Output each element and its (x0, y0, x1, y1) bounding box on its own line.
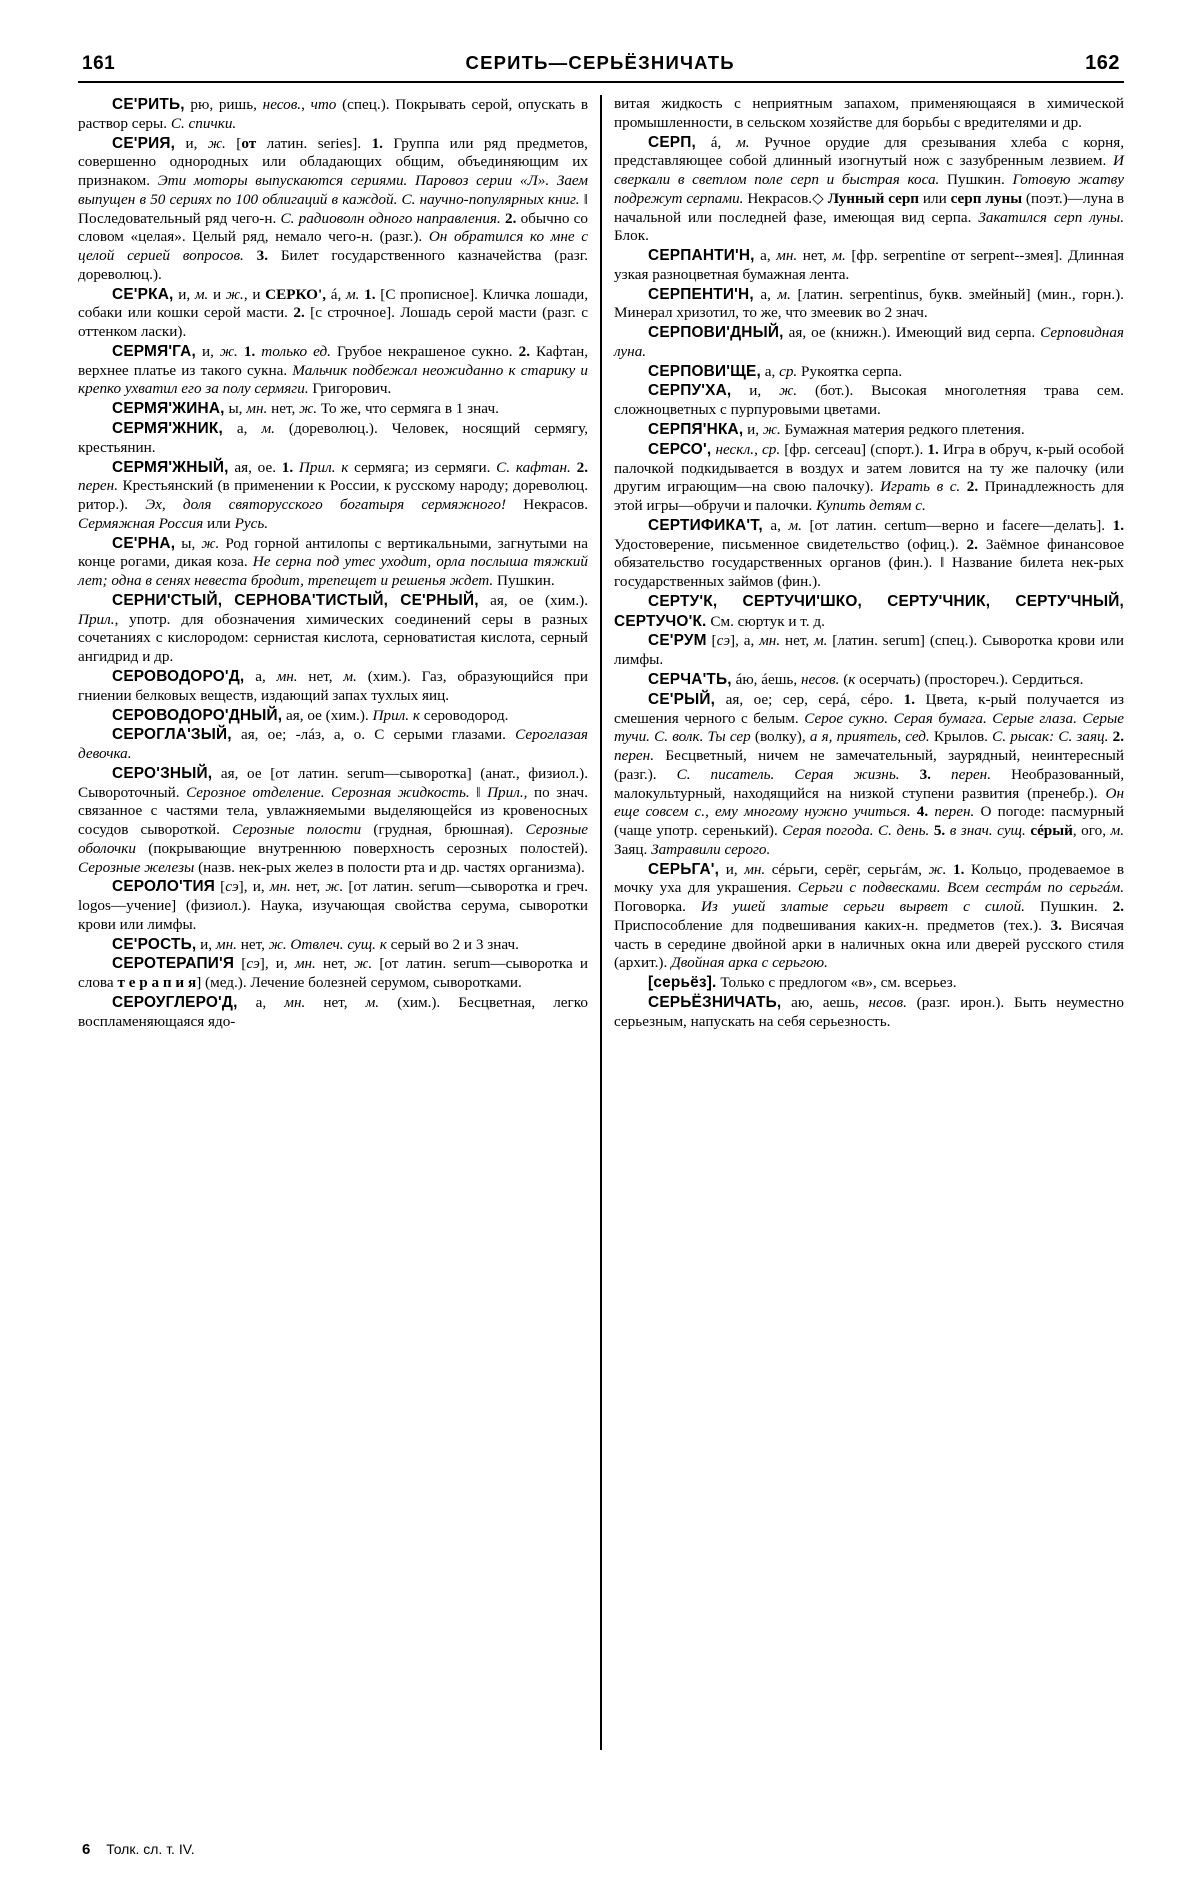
page-number-left: 161 (82, 53, 116, 74)
entry-headword: СЕРПУ'ХА, (648, 382, 732, 400)
dictionary-entry (78, 725, 588, 764)
dictionary-entry (78, 399, 588, 419)
column-left (78, 95, 588, 1750)
entry-headword: СЕРОВОДОРО'Д, (112, 667, 245, 685)
dictionary-entry (78, 954, 588, 993)
dictionary-entry (78, 764, 588, 878)
dictionary-entry (78, 935, 588, 955)
entry-definition: а, ср. Рукоятка серпа. (760, 362, 903, 380)
entry-definition: См. сюртук и т. д. (706, 612, 825, 630)
entry-headword: СЕРМЯ'ГА, (112, 342, 196, 360)
entry-definition: ая, ое [от латин. serum—сыворотка] (анат., физиол.). Сывороточный. Серозное отделение. Серозная жидкость. ‖ Прил., по знач. связанное с частями тела, увлажняемыми выделяющейся из кровеносных сосудов сывороткой. Серозные полости (грудная, брюшная). Серозные оболочки (покрывающие внутреннюю поверхность серозных полостей). Серозные железы (назв. нек-рых желез в полости рта и др. частях организма). (78, 764, 588, 876)
entry-definition: а, мн. нет, м. (хим.). Бесцветная, легко воспламеняющаяся ядо- (78, 993, 588, 1030)
entry-definition: [сэ], а, мн. нет, м. [латин. serum] (спец.). Сыворотка крови или лимфы. (614, 632, 1124, 669)
dictionary-entry (78, 877, 588, 934)
entry-headword: СЕРТУ'К, СЕРТУЧИ'ШКО, СЕРТУ'ЧНИК, СЕРТУ'ЧНЫЙ, СЕРТУЧО'К. (614, 592, 1124, 630)
dictionary-entry (614, 246, 1124, 285)
dictionary-entry (614, 631, 1124, 670)
dictionary-entry (78, 134, 588, 285)
column-divider (600, 95, 602, 1750)
page-number-right: 162 (1085, 52, 1120, 74)
entry-headword: СЕРНИ'СТЫЙ, СЕРНОВА'ТИСТЫЙ, СЕ'РНЫЙ, (112, 591, 479, 609)
entry-headword: СЕРОВОДОРО'ДНЫЙ, (112, 706, 283, 724)
entry-definition: а, м. [латин. serpentinus, букв. змейный] (мин., горн.). Минерал хризотил, то же, что змеевик во 2 знач. (614, 285, 1124, 322)
entry-definition: а, м. (дореволюц.). Человек, носящий сермягу, крестьянин. (78, 420, 588, 456)
dictionary-entry (614, 592, 1124, 632)
entry-headword: СЕРПОВИ'ЩЕ, (648, 362, 761, 380)
entry-definition: ы, мн. нет, ж. То же, что сермяга в 1 знач. (224, 400, 499, 418)
dictionary-entry (78, 534, 588, 591)
dictionary-entry (78, 458, 588, 534)
entry-definition: ая, ое (книжн.). Имеющий вид серпа. Серповидная луна. (614, 324, 1124, 360)
dictionary-entry (614, 860, 1124, 974)
header-rule (78, 81, 1124, 83)
text-columns (78, 95, 1124, 1750)
dictionary-entry (78, 993, 588, 1032)
entry-definition: и, мн. нет, ж. Отвлеч. сущ. к серый во 2 и 3 знач. (196, 935, 519, 953)
entry-headword: СЕ'РИТЬ, (112, 96, 185, 113)
dictionary-entry (78, 95, 588, 134)
entry-headword: СЕРЧА'ТЬ, (648, 670, 732, 688)
entry-headword: СЕРО'ЗНЫЙ, (112, 764, 213, 782)
entry-headword: СЕРПОВИ'ДНЫЙ, (648, 324, 784, 342)
dictionary-entry (614, 133, 1124, 247)
entry-definition: и, м. и ж., и СЕРКО', á, м. 1. [С прописное]. Кличка лошади, собаки или кошки серой масти. 2. [с строчное]. Лошадь серой масти (разг. с оттенком ласки). (78, 285, 588, 341)
signature-number: 6 (82, 1841, 91, 1858)
entry-definition: а, мн. нет, м. [фр. serpentine от serpent--змея]. Длинная узкая разноцветная бумажная лента. (614, 247, 1124, 283)
entry-headword: СЕРМЯ'ЖНЫЙ, (112, 458, 229, 476)
entry-headword: СЕ'РНА, (112, 534, 176, 552)
dictionary-entry (614, 381, 1124, 420)
page-header (78, 52, 1124, 75)
entry-headword: СЕРМЯ'ЖИНА, (112, 400, 225, 418)
entry-definition: а, мн. нет, м. (хим.). Газ, образующийся при гниении белковых веществ, издающий запах тухлых яиц. (78, 667, 588, 704)
dictionary-entry (614, 690, 1124, 860)
entry-headword: СЕРЬГА', (648, 860, 720, 878)
footer-note: Толк. сл. т. IV. (106, 1841, 195, 1857)
dictionary-entry (614, 516, 1124, 592)
entry-definition: нескл., ср. [фр. cerceau] (спорт.). 1. Игра в обруч, к-рый особой палочкой подкидывается в воздух и затем ловится на ту же палочку (или другим играющим—на свою палочку). Играть в с. 2. Принадлежность для этой игры—обручи и палочки. Купить детям с. (614, 440, 1124, 515)
entry-definition: ая, ое; сер, серá, сéро. 1. Цвета, к-рый получается из смешения черного с белым. Серое сукно. Серая бумага. Серые глаза. Серые тучи. С. волк. Ты сер (волку), а я, приятель, сед. Крылов. С. рысак: С. заяц. 2. перен. Бесцветный, ничем не замечательный, заурядный, неинтересный (разг.). С. писатель. Серая жизнь. 3. перен. Необразованный, малокультурный, находящийся на низкой ступени развития (пренебр.). Он еще совсем с., ему многому нужно учиться. 4. перен. О погоде: пасмурный (чаще употр. серенький). Серая погода. С. день. 5. в знач. сущ. сéрый, ого, м. Заяц. Затравили серого. (614, 690, 1125, 858)
entry-definition: и, ж. 1. только ед. Грубое некрашеное сукно. 2. Кафтан, верхнее платье из такого сукна. Мальчик подбежал неожиданно к старику и крепко ухватил его за полу сермяги. Григорович. (78, 342, 588, 398)
entry-definition: ая, ое; -лáз, а, о. С серыми глазами. Сероглазая девочка. (78, 726, 588, 763)
entry-definition: и, мн. сéрьги, серёг, серьгáм, ж. 1. Кольцо, продеваемое в мочку уха для украшения. Серьги с подвесками. Всем сестрáм по серьгáм. Поговорка. Из ушей златые серьги вырвет с силой. Пушкин. 2. Приспособление для подвешивания каких-н. предметов (тех.). 3. Висячая часть в середине двойной арки в наличных окна или дверей русского стиля (архит.). Двойная арка с серьгою. (614, 860, 1125, 972)
dictionary-entry (78, 285, 588, 342)
entry-headword: СЕРПЯ'НКА, (648, 421, 744, 439)
entry-headword: СЕ'РЫЙ, (648, 690, 716, 708)
entry-headword: СЕРОТЕРАПИ'Я (112, 955, 235, 973)
entry-definition: ы, ж. Род горной антилопы с вертикальными, загнутыми на конце рогами, дикая коза. Не серна под утес уходит, орла послыша тяжкий лет; одна в сенях невеста бродит, трепещет и решенья ждет. Пушкин. (78, 534, 588, 590)
entry-headword: СЕ'РУМ (648, 632, 707, 650)
entry-headword: СЕ'РИЯ, (112, 134, 176, 152)
dictionary-entry (78, 419, 588, 458)
entry-headword: СЕРТИФИКА'Т, (648, 516, 763, 534)
dictionary-entry (614, 670, 1124, 690)
dictionary-entry (614, 440, 1124, 516)
entry-headword: СЕРПЕНТИ'Н, (648, 285, 754, 303)
entry-definition: ая, ое (хим.). Прил., употр. для обозначения химических соединений серы в разных сочетаниях с кислородом: сернистая кислота, серноватистая кислота, серный ангидрид и др. (78, 591, 589, 666)
dictionary-entry (614, 993, 1124, 1032)
entry-headword: СЕРПАНТИ'Н, (648, 247, 755, 265)
dictionary-entry (614, 323, 1124, 362)
dictionary-entry (78, 591, 588, 667)
dictionary-entry (614, 420, 1124, 440)
entry-definition: Только с предлогом «в», см. всерьез. (716, 974, 957, 992)
dictionary-entry (78, 706, 588, 726)
entry-definition: а, м. [от латин. certum—верно и facere—делать]. 1. Удостоверение, письменное свидетельство (офиц.). 2. Заёмное финансовое обязательство государственных органов (фин.). ‖ Название билета нек-рых государственных займов (фин.). (614, 516, 1124, 591)
dictionary-entry (614, 362, 1124, 382)
entry-headword: СЕРОЛО'ТИЯ (112, 878, 215, 896)
entry-definition: рю, ришь, несов., что (спец.). Покрывать серой, опускать в раствор серы. С. спички. (78, 96, 588, 132)
entry-definition: ая, ое (хим.). Прил. к сероводород. (282, 706, 509, 724)
entry-continuation: витая жидкость с неприятным запахом, применяющаяся в химической промышленности, в сельском хозяйстве для борьбы с вредителями и др. (614, 95, 1124, 131)
entry-headword: СЕ'РОСТЬ, (112, 935, 197, 953)
entry-headword: СЕРОУГЛЕРО'Д, (112, 993, 238, 1011)
entry-headword: СЕРМЯ'ЖНИК, (112, 420, 223, 438)
entry-headword: [серьёз]. (648, 974, 717, 992)
entry-definition: áю, áешь, несов. (к осерчать) (простореч.). Сердиться. (731, 670, 1084, 688)
entry-definition: и, ж. (бот.). Высокая многолетняя трава сем. сложноцветных с пурпуровыми цветами. (614, 382, 1124, 419)
dictionary-entry (614, 285, 1124, 324)
dictionary-entry (614, 973, 1124, 993)
entry-definition: [сэ], и, мн. нет, ж. [от латин. serum—сыворотка и греч. logos—учение] (физиол.). Наука, изучающая свойства серума, сыворотки крови или лимфы. (78, 878, 588, 933)
entry-definition: аю, аешь, несов. (разг. ирон.). Быть неуместно серьезным, напускать на себя серьезность. (614, 993, 1124, 1030)
dictionary-entry (78, 667, 588, 706)
entry-headword: СЕРОГЛА'ЗЫЙ, (112, 726, 232, 744)
entry-definition: и, ж. [от латин. series]. 1. Группа или ряд предметов, совершенно однородных или обладающих общим, объединяющим их признаком. Эти моторы выпускаются сериями. Паровоз серии «Л». Заем выпущен в 50 сериях по 100 облигаций в каждой. С. научно-популярных книг. ‖ Последовательный ряд чего-н. С. радиоволн одного направления. 2. обычно со словом «целая». Целый ряд, немало чего-н. (разг.). Он обратился ко мне с целой серией вопросов. 3. Билет государственного казначейства (разг. дореволюц.). (78, 134, 589, 283)
entry-definition: ая, ое. 1. Прил. к сермяга; из сермяги. С. кафтан. 2. перен. Крестьянский (в применении к России, к русскому народу; дореволюц. ритор.). Эх, доля святорусского богатыря сермяжного! Некрасов. Сермяжная Россия или Русь. (78, 458, 588, 532)
column-right (614, 95, 1124, 1750)
entry-definition: á, м. Ручное орудие для срезывания хлеба с корня, представляющее собой длинный изогнутый нож с зазубренным лезвием. И сверкали в светлом поле серп и быстрая коса. Пушкин. Готовую жатву подрежут серпами. Некрасов.◇ Лунный серп или серп луны (поэт.)—луна в начальной или последней фазе, имеющая вид серпа. Закатился серп луны. Блок. (614, 133, 1125, 245)
entry-headword: СЕРП, (648, 133, 696, 151)
entry-headword: СЕРЬЁЗНИЧАТЬ, (648, 993, 782, 1011)
page-footer (82, 1841, 195, 1858)
entry-definition: и, ж. Бумажная материя редкого плетения. (743, 421, 1025, 439)
entry-headword: СЕ'РКА, (112, 285, 174, 303)
entry-definition: [сэ], и, мн. нет, ж. [от латин. serum—сыворотка и слова т е р а п и я] (мед.). Лечение болезней серумом, сыворотками. (78, 955, 588, 992)
entry-headword: СЕРСО', (648, 440, 712, 458)
running-title: СЕРИТЬ—СЕРЬЁЗНИЧАТЬ (465, 52, 735, 73)
dictionary-entry (78, 342, 588, 399)
